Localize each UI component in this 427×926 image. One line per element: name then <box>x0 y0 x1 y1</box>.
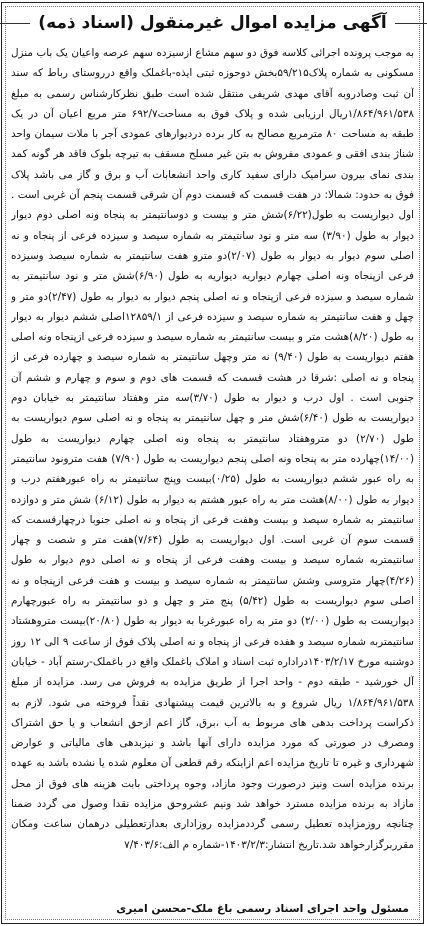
notice-title: آگهی مزایده اموال غیرمنقول (اسناد ذمه) <box>39 13 388 33</box>
notice-frame <box>2 2 425 924</box>
title-ornament-line-right <box>396 23 427 24</box>
title-banner <box>27 9 399 37</box>
notice-body: به موجب پرونده اجرائی کلاسه فوق دو سهم مشاع ازسیزده سهم عرصه واعیان یک باب منزل مسکونی به شماره پلاک۵۹/۲۱۵بخش دوحوزه ثبتی ایذه-باغملک واقع درروستای رباط که سند آن ثبت وصادروبه آقای مهدی شریفی منتقل شده است طبق نظرکارشناس رسمی به مبلغ ۱/۸۶۴/۹۶۱/۵۳۸ریال ارزیابی شده و پلاک فوق به مساحت۶۹۲/۷ متر مربع اعیان آن در یک طبقه به مساحت ۸۰ مترمربع مصالح به کار برده دردیوارهای عمودی آجر با ملات سیمان واحد شناژ بندی افقی و عمودی مفروش به بتن غیر مسلح مسقف به تیرچه بلوک فاقد هر گونه کمد بندی نمای بیرون سرامیک دارای سفید کاری واحد انشعابات آب و برق و گاز می باشد پلاک فوق به حدود: شمالا: در هفت قسمت که قسمت دوم آن شرقی قسمت پنجم آن غربی است . اول دیواریست به طول(۶/۲۲)شش متر و بیست و دوسانتیمتر به پنجاه ونه اصلی دوم دیوار دیوار به طول (۳/۹۰) سه متر و نود سانتیمتر به شماره سیصد و سیزده فرعی از پنجاه و نه اصلی سوم دیوار به دیوار به طول (۲/۰۷)دو مترو هفت سانتیمتر به شماره سیصد وسیزده فرعی ازپنجاه ونه اصلی چهارم دیواریه دیواریه به طول (۶/۹۰)شش متر و نود سانتیمتر به شماره سیصد و سیزده فرعی ازپنجاه و نه اصلی پنجم دیوار به دیوار به طول (۲/۴۷)دو متر و چهل و هفت سانتیمتر به شماره سیصد و سیزده فرعی از ۱۲۸۵۹/۱اصلی ششم دیوار به دیوار به طول (۸/۲۰)هشت متر و بیست سانتیمتر به شماره سیصد و سیزده فرعی ازپنجاه ونه اصلی هفتم دیواریست به طول (۹/۴۰) نه متر وچهل سانتیمتر به شماره سیصد و چهارده فرعی از پنجاه و نه اصلی :شرقا در هشت قسمت که قسمت های دوم و سوم و چهارم و ششم آن جنوبی است . اول درب و دیوار به طول (۳/۷۰)سه متر وهفتاد سانتیمتر به خیابان دوم دیواریست به طول (۶/۴۰)شش متر و چهل سانتیمتر به پنجاه و نه اصلی سوم دیواریست به طول (۲/۷۰) دو متروهفتاد سانتیمتر به پنجاه ونه اصلی چهارم دیواریست به طول (۱۴/۰۰)چهارده متر به پنجاه ونه اصلی پنجم دیواریست به طول (۷/۹۰) هفت مترونود سانتیمتر به راه عبور ششم دیواریست به طول (۰/۲۵)بیست وپنج سانتیمتر به راه عبورهفتم درب و دیوار به طول (۸/۰۰)هشت متر به راه عبور هشتم به دیوار به طول (۶/۱۲) شش متر و دوازده سانتیمتر به شماره سیصد و بیست وهفت فرعی از پنجاه و نه اصلی جنوبا درچهارقسمت که قسمت سوم آن غربی است. اول دیواریست به طول (۷/۶۴)هفت متر و شصت و چهار سانتیمتربه شماره سیصد و بیست وهفت فرعی از پنجاه و نه اصلی دوم دیوار به طول (۴/۲۶)چهار متروسی وشش سانتیمتر به شماره سیصد و بیست و هفت فرعی ازپنجاه و نه اصلی سوم دیواریست به طول (۵/۴۲) پنج متر و چهل و دو سانتیمتر به راه عبورچهارم دیواریست به طول (۲/۰۰) دو متر به راه عبورغربا به دیوار به طول (۲۰/۸۰)بیست متروهشتاد سانتیمتربه شماره سیصد و هفده فرعی از پنجاه و نه اصلی پلاک فوق از ساعت ۹ الی ۱۲ روز دوشنبه مورخ ۱۴۰۳/۲/۱۷دراداره ثبت اسناد و املاک باغملک واقع در باغملک-رستم آباد - خیابان آل خورشید - طبقه دوم - واحد اجرا از طریق مزایده به فروش می رسد. مزایده از مبلغ ۱/۸۶۴/۹۶۱/۵۳۸ ریال شروع و به بالاترین قیمت پیشنهادی نقداً فروخته می شود. لازم به ذکراست پرداخت بدهی های مربوط به آب ،برق، گاز اعم ازحق انشعاب و یا حق اشتراک ومصرف در صورتی که مورد مزایده دارای آنها باشد و نیزبدهی های مالیاتی و عوارض شهرداری و غیره تا تاریخ مزایده اعم ازاینکه رقم قطعی آن معلوم شده یا نشده باشد به عهده برنده مزایده است ونیز درصورت وجود مازاد، وجوه پرداختی بابت هزینه های فوق از محل مازاد به برنده مزایده مسترد خواهد شد ونیم عشروحق مزایده نقدا وصول می گردد ضمنا چنانچه روزمزایده تعطیل رسمی گرددمزایده روزاداری بعدازتعطیلی درهمان ساعت ومکان مقرربرگزارخواهد شد.تاریخ انتشار:۱۴۰۳/۲/۳-شماره م الف:۷/۴۰۳/۶ <box>12 47 415 851</box>
notice-signature: مسئول واحد اجرای اسناد رسمی باغ ملک-محسن امیری <box>117 902 410 915</box>
title-ornament-line-left <box>0 23 31 24</box>
notice-header <box>11 8 416 38</box>
